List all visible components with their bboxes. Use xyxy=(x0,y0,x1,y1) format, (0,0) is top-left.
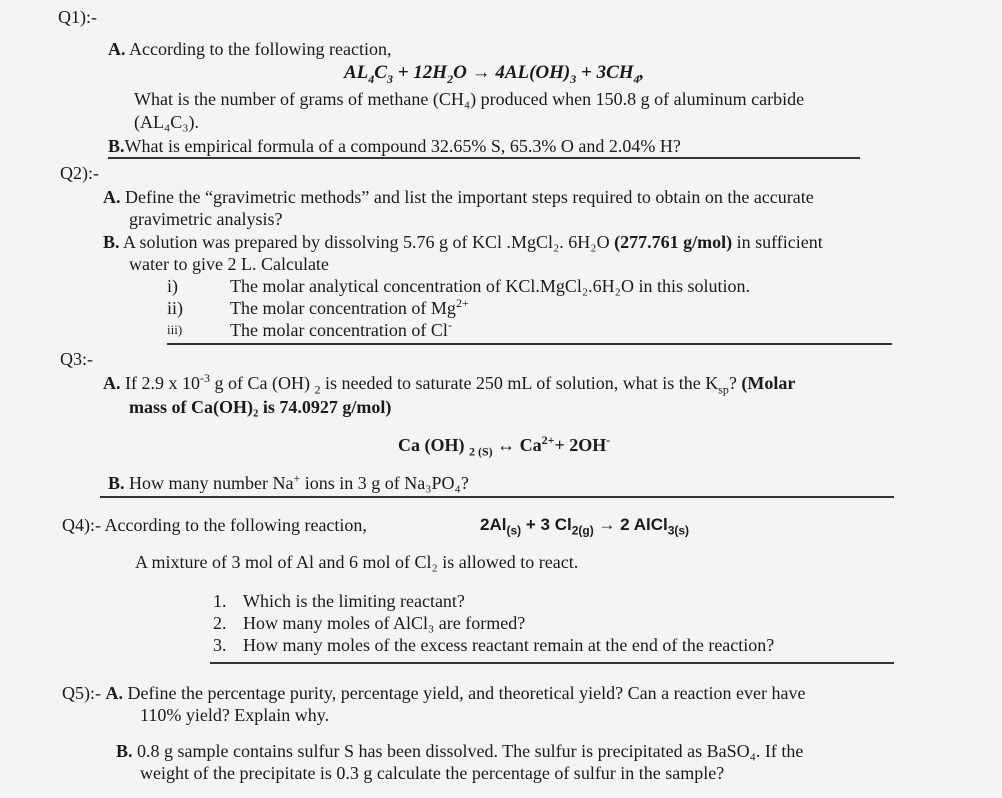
q3-eq-sup: - xyxy=(606,433,611,447)
q5-heading: Q5):- xyxy=(62,683,106,703)
q3-a-line1 xyxy=(103,371,796,397)
eq-sub: 3 xyxy=(570,71,577,86)
q3-b-label: B. xyxy=(108,473,125,493)
q3-eq-pre: Ca (OH) xyxy=(398,435,469,455)
q5-a-line2: 110% yield? Explain why. xyxy=(140,705,330,725)
q3-b-text: How many number Na xyxy=(129,473,294,493)
q5-a-text: Define the percentage purity, percentage yield, and theoretical yield? Can a reaction ever have xyxy=(123,683,806,703)
eq-al: AL xyxy=(344,62,369,83)
q2-b-molar-mass: (277.761 g/mol) xyxy=(614,232,733,252)
q1-equation xyxy=(344,62,644,84)
q3-eq-sub: 2 (S) xyxy=(469,444,493,459)
q2-b-label: B. xyxy=(103,232,120,252)
q3-a-text-end: ? xyxy=(728,373,742,393)
q1-a-question-line2: (AL₄C₃). xyxy=(134,112,200,132)
q4-item-num: 1. xyxy=(213,591,227,611)
q3-equation xyxy=(398,433,611,459)
eq-h: H xyxy=(432,62,448,83)
q3-a-sup: -3 xyxy=(200,371,210,385)
q2-item-text-main: The molar concentration of Mg xyxy=(230,298,456,318)
q3-a-text: If 2.9 x 10 xyxy=(125,373,200,393)
q5-b-label: B. xyxy=(116,741,133,761)
q4-equation xyxy=(480,514,689,536)
q4-item-text: Which is the limiting reactant? xyxy=(243,591,465,611)
q5-b-text: 0.8 g sample contains sulfur S has been dissolved. The sulfur is precipitated as BaSO₄. If the xyxy=(132,741,804,761)
q2-a-line2: gravimetric analysis? xyxy=(129,209,283,229)
q4-item-text: How many moles of the excess reactant remain at the end of the reaction? xyxy=(243,635,775,655)
eq-aloh: AL(OH) xyxy=(504,62,571,83)
q5-a-line1 xyxy=(62,682,806,704)
q4-item-num: 2. xyxy=(213,613,227,633)
q2-item-sup: 2+ xyxy=(455,296,469,310)
q3-a-bold: (Molar xyxy=(741,373,796,393)
q4-heading: Q4):- According to the following reaction, xyxy=(62,515,367,535)
q4-item-num: 3. xyxy=(213,635,227,655)
q3-a-text-mid: g of Ca (OH) xyxy=(210,373,315,393)
q5-b-line2: weight of the precipitate is 0.3 g calculate the percentage of sulfur in the sample? xyxy=(140,763,725,783)
q2-item-num: iii) xyxy=(167,322,183,337)
q4-eq-part: + 3 Cl xyxy=(521,515,572,534)
q3-b xyxy=(108,472,469,494)
eq-comma: , xyxy=(639,62,645,83)
eq-arrow: → 4 xyxy=(466,62,505,83)
eq-sub: 4 xyxy=(633,71,640,86)
q3-heading: Q3:- xyxy=(60,349,93,369)
q1-b-label: B. xyxy=(108,136,125,156)
eq-plus: + 3 xyxy=(576,62,607,83)
q3-eq-sup: 2+ xyxy=(541,433,555,447)
q3-a-sub: 2 xyxy=(314,382,321,397)
q2-item-text: The molar analytical concentration of KCl.MgCl₂.6H₂O in this solution. xyxy=(230,276,750,296)
q4-eq-part: 2Al xyxy=(480,515,507,534)
q3-b-sup: + xyxy=(293,471,301,485)
q3-a-text-post: is needed to saturate 250 mL of solution, what is the K xyxy=(320,373,719,393)
q4-item-text: How many moles of AlCl₃ are formed? xyxy=(243,613,526,633)
q3-ksp-sub: sp xyxy=(718,382,729,397)
q4-mixture: A mixture of 3 mol of Al and 6 mol of Cl₂ is allowed to react. xyxy=(135,552,579,572)
eq-sub: 4 xyxy=(368,71,375,86)
divider xyxy=(108,157,860,159)
q3-a-label: A. xyxy=(103,373,121,393)
divider xyxy=(100,496,894,498)
eq-sub: 3 xyxy=(386,71,393,86)
q4-eq-part: → 2 AlCl xyxy=(593,515,668,534)
q3-eq-mid: + 2OH xyxy=(554,435,607,455)
q3-b-text-end: ions in 3 g of Na₃PO₄? xyxy=(300,473,469,493)
eq-o: O xyxy=(453,62,467,83)
q1-a-label: A. xyxy=(108,39,126,59)
q1-b-text: What is empirical formula of a compound 32.65% S, 65.3% O and 2.04% H? xyxy=(124,136,681,156)
q2-item-text xyxy=(230,297,469,319)
q1-b xyxy=(108,135,681,157)
q1-a-question-line1: What is the number of grams of methane (CH₄) produced when 150.8 g of aluminum carbide xyxy=(134,89,805,109)
q2-item-num: ii) xyxy=(167,298,183,318)
q2-a-line1 xyxy=(103,186,814,208)
divider xyxy=(167,343,892,345)
q1-a-intro-text: According to the following reaction, xyxy=(129,39,392,59)
q2-b-text: A solution was prepared by dissolving 5.76 g of KCl .MgCl₂. 6H₂O xyxy=(123,232,615,252)
divider xyxy=(210,662,894,664)
q5-a-label: A. xyxy=(105,683,123,703)
eq-c: C xyxy=(374,62,387,83)
eq-sub: 2 xyxy=(447,71,454,86)
q1-heading: Q1):- xyxy=(58,7,97,27)
q2-b-line2: water to give 2 L. Calculate xyxy=(129,254,329,274)
q2-item-num: i) xyxy=(167,276,178,296)
q1-a-intro xyxy=(108,38,391,60)
q2-heading: Q2):- xyxy=(60,163,99,183)
q3-a-line2: mass of Ca(OH)₂ is 74.0927 g/mol) xyxy=(129,397,392,417)
q3-eq-arrow: ↔ Ca xyxy=(492,435,542,455)
eq-plus: + 12 xyxy=(392,62,433,83)
q4-eq-sub: 2(g) xyxy=(571,523,594,538)
q2-a-label: A. xyxy=(103,187,121,207)
q5-b-line1 xyxy=(116,740,803,762)
q2-item-sup: - xyxy=(447,318,452,332)
q4-eq-sub: (s) xyxy=(506,523,522,538)
q2-a-text: Define the “gravimetric methods” and list the important steps required to obtain on the accurate xyxy=(125,187,814,207)
q2-b-line1 xyxy=(103,231,823,253)
q4-eq-sub: 3(s) xyxy=(667,523,690,538)
q2-item-text xyxy=(230,319,452,341)
q2-b-text-end: in sufficient xyxy=(732,232,823,252)
eq-ch: CH xyxy=(606,62,634,83)
q2-item-text-main: The molar concentration of Cl xyxy=(230,320,448,340)
